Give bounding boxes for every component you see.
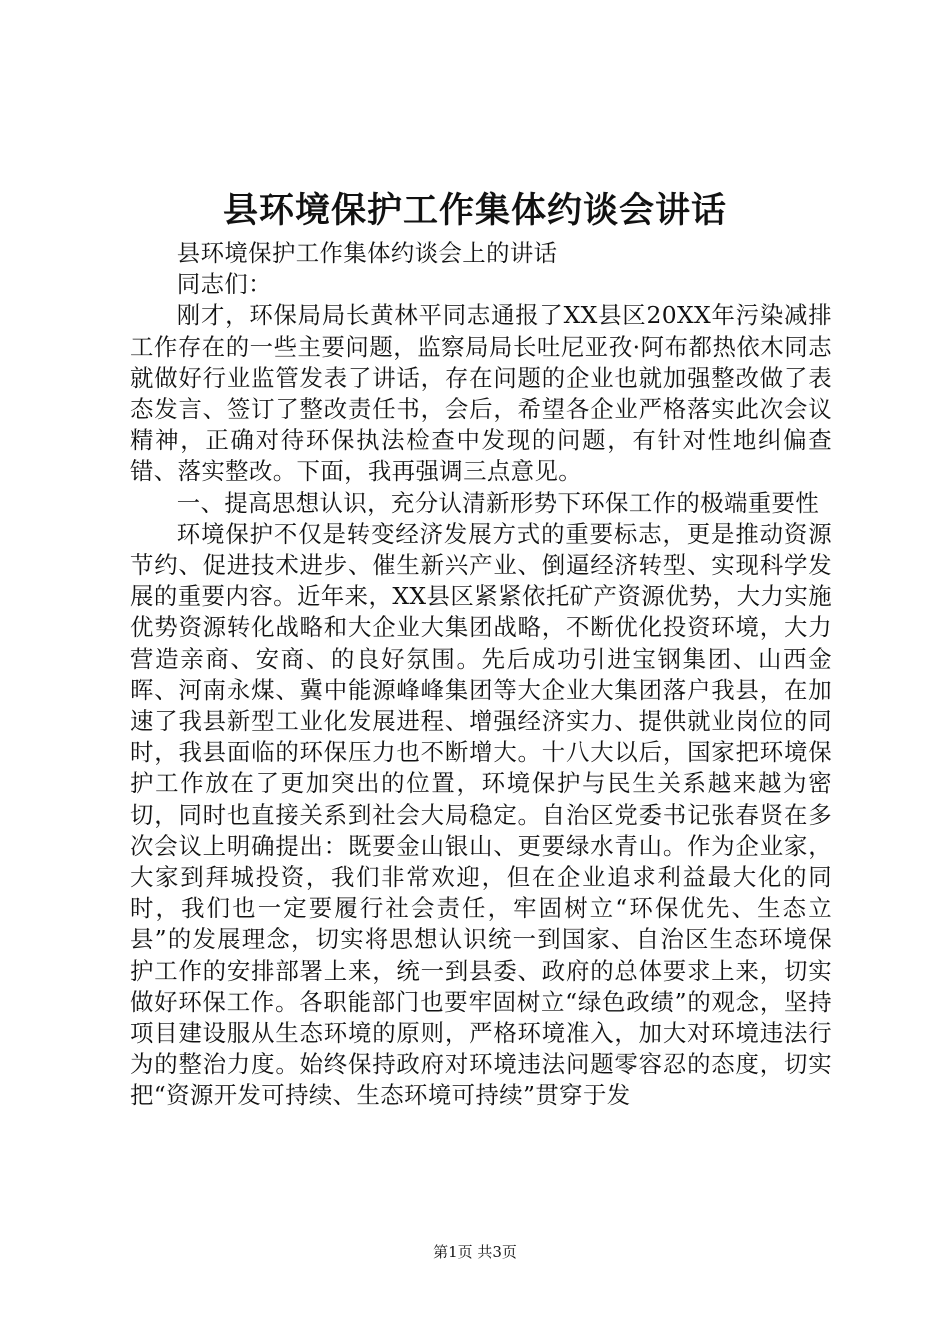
document-title: 县环境保护工作集体约谈会讲话 [222,190,727,231]
salutation-paragraph: 同志们： [176,270,272,299]
body-paragraph: 刚才，环保局局长黄林平同志通报了XX县区20XX年污染减排工作存在的一些主要问题，监察局局长吐尼亚孜·阿布都热依木同志就做好行业监管发表了讲话，存在问题的企业也就加强整改做了表态发言、签订了整改责任书，会后，希望各企业严格落实此次会议精神，正确对待环保执法检查中发现的问题，有针对性地纠偏查错、落实整改。下面，我再强调三点意见。 [130,301,832,486]
body-paragraph: 环境保护不仅是转变经济发展方式的重要标志，更是推动资源节约、促进技术进步、催生新兴产业、倒逼经济转型、实现科学发展的重要内容。近年来，XX县区紧紧依托矿产资源优势，大力实施优势资源转化战略和大企业大集团战略，不断优化投资环境，大力营造亲商、安商、的良好氛围。先后成功引进宝钢集团、山西金晖、河南永煤、冀中能源峰峰集团等大企业大集团落户我县，在加速了我县新型工业化发展进程、增强经济实力、提供就业岗位的同时，我县面临的环保压力也不断增大。十八大以后，国家把环境保护工作放在了更加突出的位置，环境保护与民生关系越来越为密切，同时也直接关系到社会大局稳定。自治区党委书记张春贤在多次会议上明确提出：既要金山银山、更要绿水青山。作为企业家，大家到拜城投资，我们非常欢迎，但在企业追求利益最大化的同时，我们也一定要履行社会责任，牢固树立“环保优先、生态立县”的发展理念，切实将思想认识统一到国家、自治区生态环境保护工作的安排部署上来，统一到县委、政府的总体要求上来，切实做好环保工作。各职能部门也要牢固树立“绿色政绩”的观念，坚持项目建设服从生态环境的原则，严格环境准入，加大对环境违法行为的整治力度。始终保持政府对环境违法问题零容忍的态度，切实把“资源开发可持续、生态环境可持续”贯穿于发 [130,519,832,1110]
page-number-footer: 第1页 共3页 [433,1243,517,1261]
section-heading: 一、提高思想认识，充分认清新形势下环保工作的极端重要性 [176,488,820,517]
document-body [130,238,832,1112]
subtitle-paragraph: 县环境保护工作集体约谈会上的讲话 [176,239,558,267]
